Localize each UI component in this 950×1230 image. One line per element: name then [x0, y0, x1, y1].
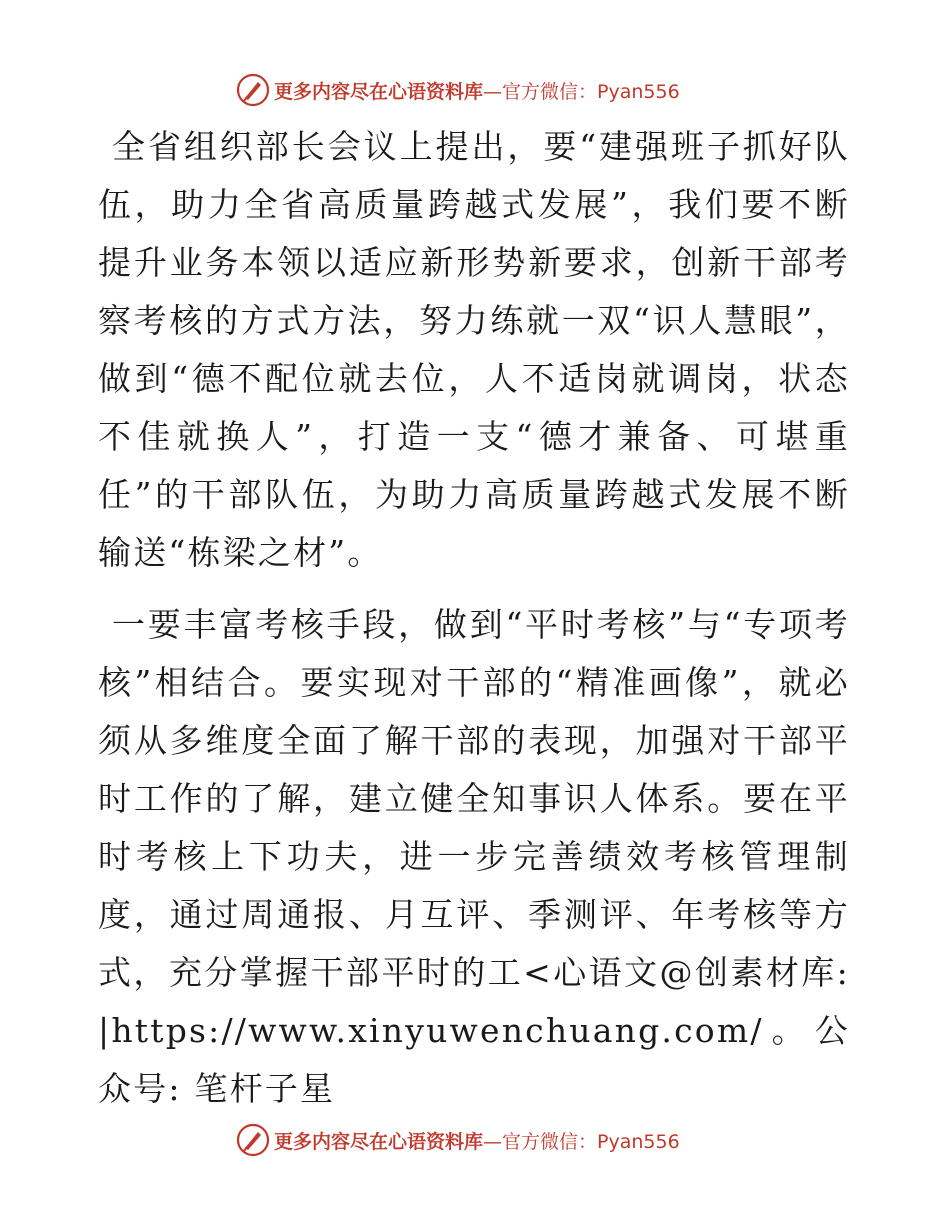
- paragraph-2: 一要丰富考核手段，做到“平时考核”与“专项考核”相结合。要实现对干部的“精准画像”，就必须从多维度全面了解干部的表现，加强对干部平时工作的了解，建立健全知事识人体系。要在平时考核上下功夫，进一步完善绩效考核管理制度，通过周通报、月互评、季测评、年考核等方式，充分掌握干部平时的工<心语文@创素材库: |https://www.xinyuwenchuang.com/。公众号: 笔杆子星: [98, 605, 850, 1108]
- watermark-sub-text: —官方微信：Pyan556: [483, 80, 680, 103]
- header-watermark: [236, 72, 680, 108]
- paragraph-1: 全省组织部长会议上提出，要“建强班子抓好队伍，助力全省高质量跨越式发展”，我们要不断提升业务本领以适应新形势新要求，创新干部考察考核的方式方法，努力练就一双“识人慧眼”，做到“德不配位就去位，人不适岗就调岗，状态不佳就换人”，打造一支“德才兼备、可堪重任”的干部队伍，为助力高质量跨越式发展不断输送“栋梁之材”。: [98, 127, 850, 572]
- document-body: [98, 118, 850, 1118]
- quill-logo-icon: [236, 1123, 270, 1157]
- quill-logo-icon: [236, 73, 270, 107]
- footer-watermark: [236, 1122, 680, 1158]
- watermark-main-text: 更多内容尽在心语资料库: [274, 1130, 484, 1153]
- watermark-sub-text: —官方微信：Pyan556: [483, 1130, 680, 1153]
- watermark-main-text: 更多内容尽在心语资料库: [274, 80, 484, 103]
